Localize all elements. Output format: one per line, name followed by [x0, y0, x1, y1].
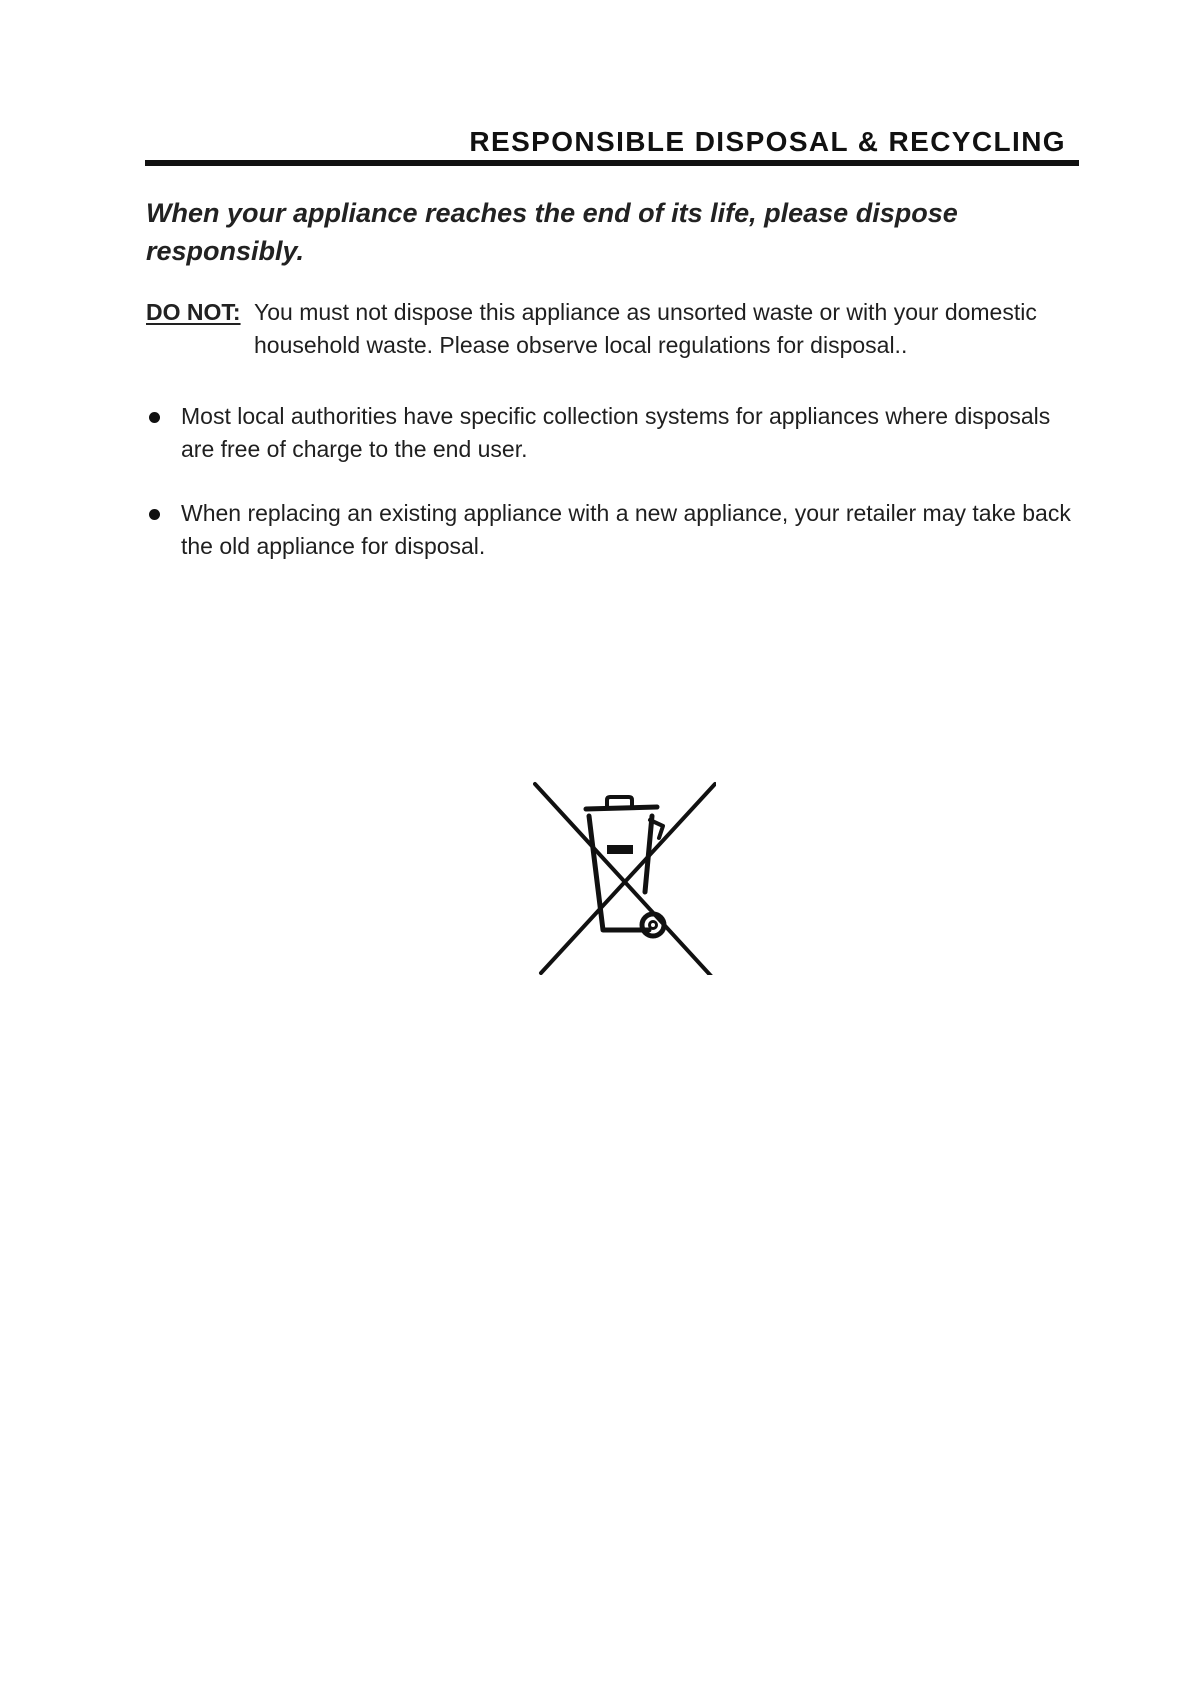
do-not-text: You must not dispose this appliance as unsorted waste or with your domestic household waste. Please observe local regulations for disposal..: [254, 299, 1037, 358]
do-not-label: DO NOT:: [146, 299, 241, 325]
crossed-out-wheelie-bin-icon: [533, 780, 716, 975]
disposal-bullet-list: [146, 400, 1086, 594]
list-item: [146, 400, 1086, 466]
intro-text: When your appliance reaches the end of its life, please dispose responsibly.: [146, 198, 958, 266]
page-title: RESPONSIBLE DISPOSAL & RECYCLING: [469, 126, 1066, 157]
list-item: [146, 497, 1086, 563]
title-rule: [145, 160, 1079, 166]
bullet-icon: [149, 509, 160, 520]
do-not-notice: [146, 296, 1076, 362]
bullet-icon: [149, 412, 160, 423]
bullet-text: When replacing an existing appliance with a new appliance, your retailer may take back the old appliance for disposal.: [181, 500, 1071, 559]
bullet-text: Most local authorities have specific collection systems for appliances where disposals are free of charge to the end user.: [181, 403, 1051, 462]
